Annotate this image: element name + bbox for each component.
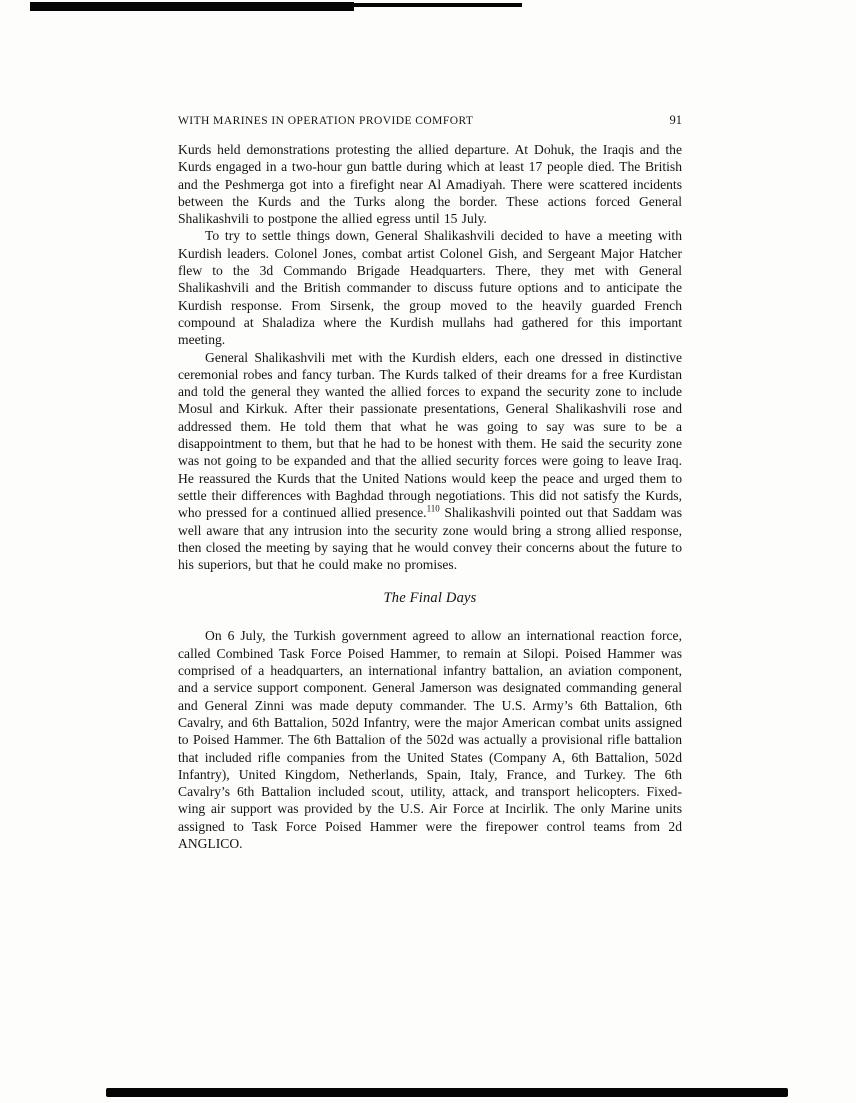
scan-artifact-bottom-bar [106, 1088, 788, 1097]
paragraph-kurd-demonstrations: Kurds held demonstrations protesting the allied departure. At Dohuk, the Iraqis and the Kurds engaged in a two-hour gun battle during which at least 17 people died. The British and the Peshmerga got into a firefight near Al Amadiyah. There were scattered incidents between the Kurds and the Turks along the border. These actions forced General Shalikashvili to postpone the allied egress until 15 July. [178, 142, 682, 227]
paragraph-elders-meeting-text-after: Shalikashvili pointed out that Saddam was well aware that any intrusion into the security zone would bring a strong allied response, then closed the meeting by saying that he would convey their concerns about the future to his superiors, but that he could make no promises. [178, 505, 682, 573]
scan-artifact-top-bar [30, 2, 354, 11]
running-header [178, 113, 682, 128]
paragraph-elders-meeting-text: General Shalikashvili met with the Kurdish elders, each one dressed in distinctive ceremonial robes and fancy turban. The Kurds talked of their dreams for a free Kurdistan and told the general they wanted the allied forces to expand the security zone to include Mosul and Kirkuk. After their passionate presentations, General Shalikashvili rose and addressed them. He told them that what he was going to say was sure to be a disappointment to them, but that he had to be honest with them. He said the security zone was not going to be expanded and that the allied security forces were going to leave Iraq. He reassured the Kurds that the United Nations would keep the peace and urged them to settle their differences with Baghdad through negotiations. This did not satisfy the Kurds, who pressed for a continued allied presence. [178, 349, 682, 521]
text-block [178, 113, 682, 852]
section-heading-final-days: The Final Days [383, 590, 477, 607]
scan-artifact-top-line [352, 3, 522, 7]
running-title: WITH MARINES IN OPERATION PROVIDE COMFORT [178, 115, 474, 127]
page-number: 91 [669, 113, 682, 127]
paragraph-poised-hammer: On 6 July, the Turkish government agreed to allow an international reaction force, called Combined Task Force Poised Hammer, to remain at Silopi. Poised Hammer was comprised of a headquarters, an international infantry battalion, an aviation component, and a service support component. General Jamerson was designated commanding general and General Zinni was made deputy commander. The U.S. Army’s 6th Battalion, 6th Cavalry, and 6th Battalion, 502d Infantry, were the major American combat units assigned to Poised Hammer. The 6th Battalion of the 502d was actually a provisional rifle battalion that included rifle companies from the United States (Company A, 6th Battalion, 502d Infantry), United Kingdom, Netherlands, Spain, Italy, France, and Turkey. The 6th Cavalry’s 6th Battalion included scout, utility, attack, and transport helicopters. Fixed-wing air support was provided by the U.S. Air Force at Incirlik. The only Marine units assigned to Task Force Poised Hammer were the firepower control teams from 2d ANGLICO. [178, 628, 682, 851]
footnote-marker-110: 110 [426, 503, 440, 514]
paragraph-elders-meeting [178, 349, 682, 574]
paragraph-meeting-arrangement: To try to settle things down, General Shalikashvili decided to have a meeting with Kurdish leaders. Colonel Jones, combat artist Colonel Gish, and Sergeant Major Hatcher flew to the 3d Commando Brigade Headquarters. There, they met with General Shalikashvili and the British commander to discuss future options and to anticipate the Kurdish response. From Sirsenk, the group moved to the heavily guarded French compound at Shaladiza where the Kurdish mullahs had gathered for this important meeting. [178, 228, 682, 348]
